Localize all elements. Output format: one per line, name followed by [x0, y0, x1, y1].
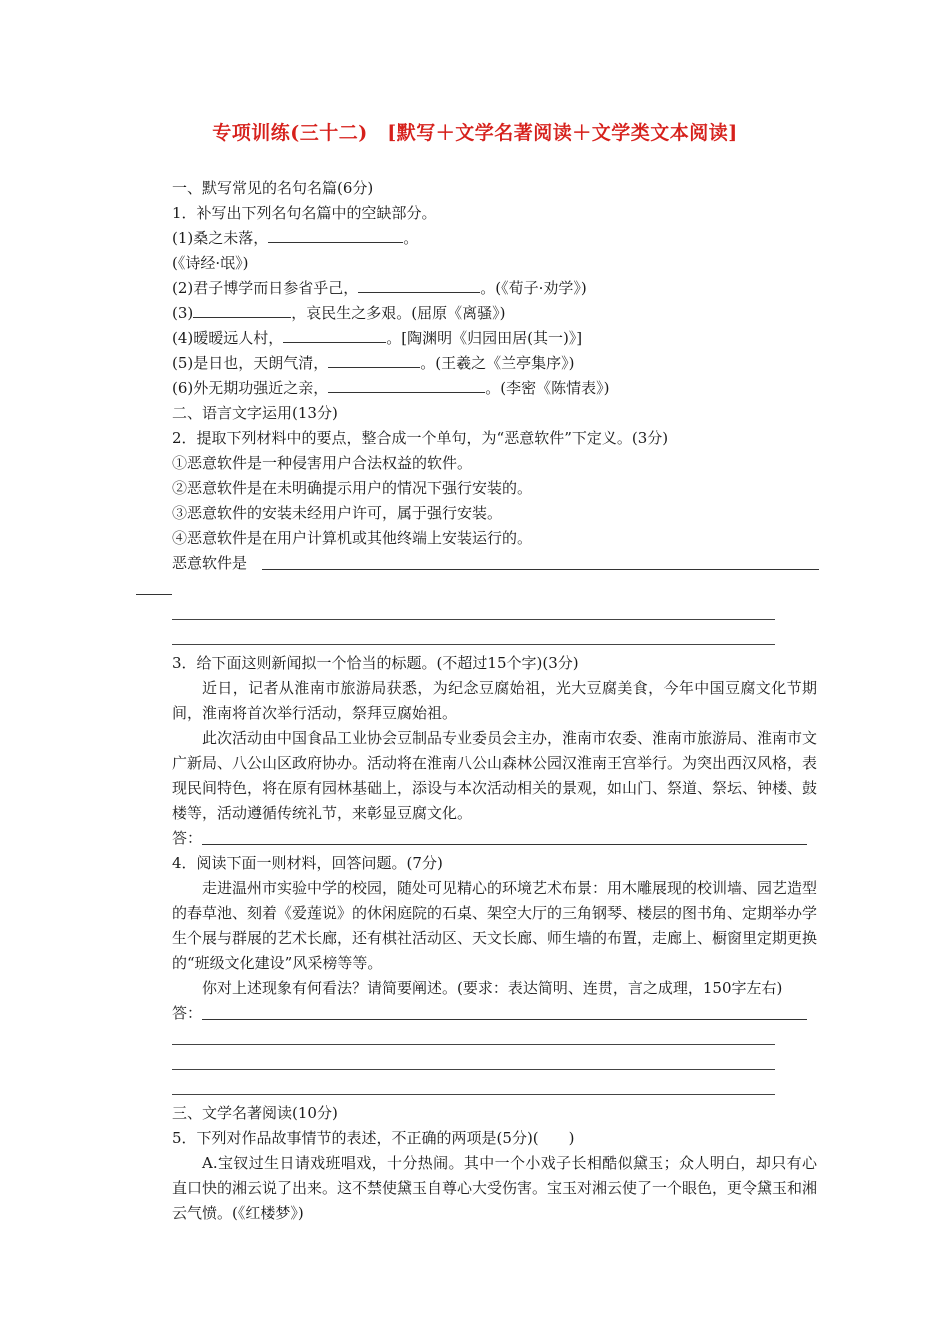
answer-line[interactable] — [136, 594, 172, 595]
answer-blank[interactable] — [193, 301, 291, 318]
fill-item: (4)暧暧远人村， 。[陶渊明《归园田居(其一)》] — [172, 326, 817, 351]
question-stem: 1．补写出下列名句名篇中的空缺部分。 — [172, 204, 437, 222]
answer-line[interactable] — [172, 1051, 817, 1076]
section-heading: 二、语言文字运用(13分) — [172, 404, 338, 422]
material-point: ③恶意软件的安装未经用户许可，属于强行安装。 — [172, 504, 503, 522]
answer-line-continuation — [172, 576, 817, 601]
answer-blank[interactable] — [268, 226, 403, 243]
material-point: ②恶意软件是在未明确提示用户的情况下强行安装的。 — [172, 479, 533, 497]
answer-blank[interactable] — [328, 376, 485, 393]
fill-item: (6)外无期功强近之亲， 。(李密《陈情表》) — [172, 376, 817, 401]
answer-label: 答： — [172, 829, 203, 847]
answer-line[interactable] — [202, 844, 807, 845]
source-citation: (《诗经·氓》) — [172, 254, 249, 272]
worksheet-body — [172, 176, 817, 1226]
question-stem: 4．阅读下面一则材料，回答问题。(7分) — [172, 854, 443, 872]
answer-line[interactable] — [172, 1076, 817, 1101]
section-heading: 三、文学名著阅读(10分) — [172, 1104, 338, 1122]
news-paragraph: 此次活动由中国食品工业协会豆制品专业委员会主办，淮南市农委、淮南市旅游局、淮南市文广新局、八公山区政府协办。活动将在淮南八公山森林公园汉淮南王宫举行。为突出西汉风格，表现民间特色，将在原有园林基础上，添设与本次活动相关的景观，如山门、祭道、祭坛、钟楼、鼓楼等，活动遵循传统礼节，来彰显豆腐文化。 — [172, 729, 818, 822]
question-stem: 5．下列对作品故事情节的表述，不正确的两项是(5分)( ) — [172, 1129, 575, 1147]
question-prompt: 你对上述现象有何看法？请简要阐述。(要求：表达简明、连贯，言之成理，150字左右) — [202, 979, 783, 997]
fill-item: (1)桑之未落， 。 — [172, 226, 817, 251]
news-paragraph: 近日，记者从淮南市旅游局获悉，为纪念豆腐始祖，光大豆腐美食，今年中国豆腐文化节期间，淮南将首次举行活动，祭拜豆腐始祖。 — [172, 679, 817, 722]
material-point: ④恶意软件是在用户计算机或其他终端上安装运行的。 — [172, 529, 533, 547]
material-point: ①恶意软件是一种侵害用户合法权益的软件。 — [172, 454, 473, 472]
answer-row — [172, 1001, 817, 1026]
question-stem: 3．给下面这则新闻拟一个恰当的标题。(不超过15个字)(3分) — [172, 654, 579, 672]
answer-blank[interactable] — [328, 351, 420, 368]
answer-label: 答： — [172, 1004, 203, 1022]
answer-blank[interactable] — [358, 276, 480, 293]
answer-row — [172, 826, 817, 851]
definition-answer — [172, 551, 817, 576]
answer-line[interactable] — [172, 601, 817, 626]
material-paragraph: 走进温州市实验中学的校园，随处可见精心的环境艺术布景：用木雕展现的校训墙、园艺造型的春草池、刻着《爱莲说》的休闲庭院的石桌、架空大厅的三角钢琴、楼层的图书角、定期举办学生个展与群展的艺术长廊，还有棋社活动区、天文长廊、师生墙的布置，走廊上、橱窗里定期更换的“班级文化建设”风采榜等等。 — [172, 879, 818, 972]
option-a: A.宝钗过生日请戏班唱戏，十分热闹。其中一个小戏子长相酷似黛玉；众人明白，却只有心直口快的湘云说了出来。这不禁使黛玉自尊心大受伤害。宝玉对湘云使了一个眼色，更令黛玉和湘云气愤。(《红楼梦》) — [172, 1154, 818, 1222]
fill-item: (5)是日也，天朗气清， 。(王羲之《兰亭集序》) — [172, 351, 817, 376]
answer-line[interactable] — [202, 1019, 807, 1020]
answer-line[interactable] — [172, 1026, 817, 1051]
answer-line[interactable] — [172, 626, 817, 651]
answer-line[interactable] — [262, 569, 819, 570]
answer-blank[interactable] — [283, 326, 386, 343]
fill-item: (3) ，哀民生之多艰。(屈原《离骚》) — [172, 301, 817, 326]
page-title: 专项训练(三十二) [默写＋文学名著阅读＋文学类文本阅读] — [212, 122, 738, 144]
definition-label: 恶意软件是 — [172, 554, 248, 572]
section-heading: 一、默写常见的名句名篇(6分) — [172, 179, 374, 197]
question-stem: 2．提取下列材料中的要点，整合成一个单句，为“恶意软件”下定义。(3分) — [172, 429, 669, 447]
fill-item: (2)君子博学而日参省乎己， 。(《荀子·劝学》) — [172, 276, 817, 301]
